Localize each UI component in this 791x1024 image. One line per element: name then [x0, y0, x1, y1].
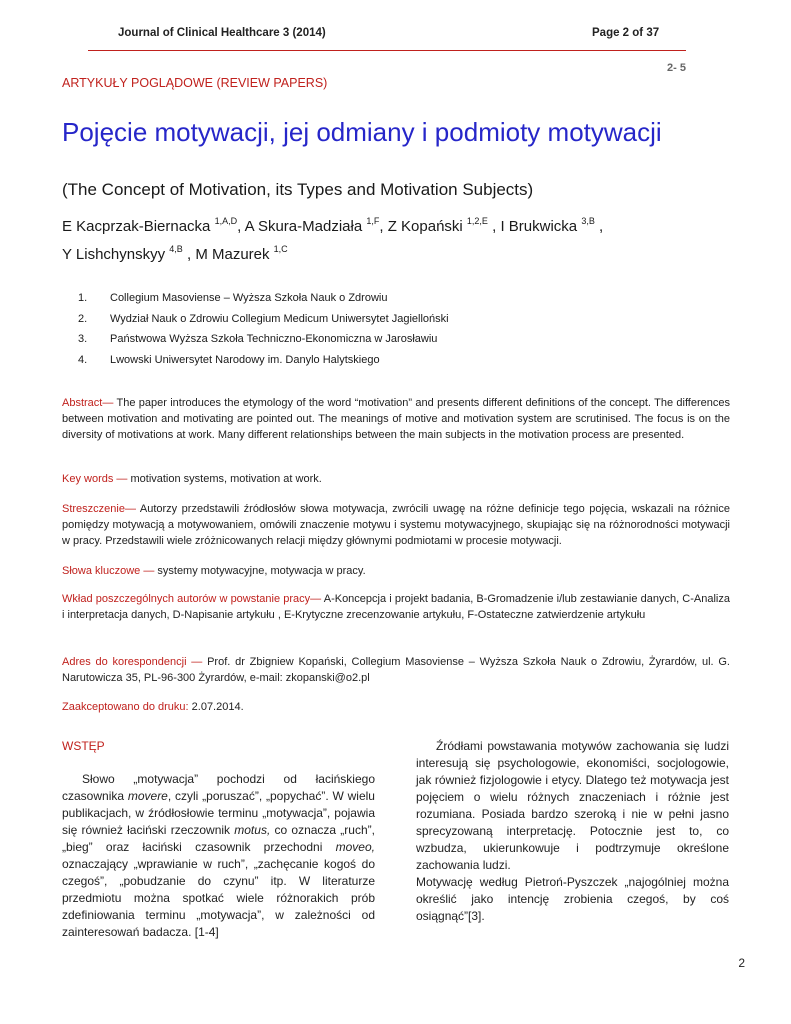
article-title-polish: Pojęcie motywacji, jej odmiany i podmioty motywacji — [62, 117, 662, 147]
author-name: A Skura-Madziała — [244, 218, 363, 235]
affiliation-list — [78, 288, 738, 370]
affiliation-text: Collegium Masoviense – Wyższa Szkoła Nauk o Zdrowiu — [110, 292, 388, 304]
streszczenie-label: Streszczenie— — [62, 503, 136, 515]
header-divider — [88, 50, 686, 51]
intro-paragraph — [62, 771, 375, 941]
author-name: I Brukwicka — [500, 218, 578, 235]
affiliation-text: Lwowski Uniwersytet Narodowy im. Danylo Halytskiego — [110, 353, 380, 366]
text-run: , czyli „poruszać”, „popychać”. W wielu publikacjach, w źródłosłowie terminu „motywacja”, pojawia się również łaciński rzeczownik — [62, 789, 375, 837]
correspondence-label: Adres do korespondencji — — [62, 656, 203, 668]
affiliation-text: Państwowa Wyższa Szkoła Techniczno-Ekonomiczna w Jarosławiu — [110, 333, 438, 345]
correspondence-text: Prof. dr Zbigniew Kopański, Collegium Masoviense – Wyższa Szkoła Nauk o Zdrowiu, Żyrardów, ul. G. Narutowicza 35, PL-96-300 Żyrardów, e-mail: zkopanski@o2.pl — [62, 656, 730, 684]
text-run: oznaczający „wprawianie w ruch”, „zachęcanie kogoś do czegoś”, „pobudzanie do czynu” itp. W literaturze przedmiotu można spotkać wiele różnorakich prób zdefiniowania terminu „motywacja”, w zależności od zainteresowań badacza. [1-4] — [62, 857, 375, 939]
author-separator: , — [379, 218, 388, 235]
body-paragraph: Motywację według Pietroń-Pyszczek „najogólniej można określić jako intencję zrobienia czegoś, by coś osiągnąć”[3]. — [416, 875, 729, 923]
author-affiliation-sup: 3,B — [581, 216, 595, 226]
author-contributions-label: Wkład poszczególnych autorów w powstanie pracy— — [62, 593, 322, 605]
left-column — [62, 738, 375, 941]
author-name: E Kacprzak-Biernacka — [62, 218, 211, 235]
abstract-text: The paper introduces the etymology of the word “motivation” and presents different definitions of the concept. The differences between motivation and motivating are pointed out. The meanings of motive and motivation system are scrutinised. The focus is on the diversity of motivations at work. Many different relationships between the main subjects in the motivation process are presented. — [62, 397, 730, 441]
journal-header: Journal of Clinical Healthcare 3 (2014) — [118, 27, 326, 39]
slowa-kluczowe-label: Słowa kluczowe — — [62, 565, 155, 577]
affiliation-number: 4. — [78, 353, 88, 366]
author-contributions-text: A-Koncepcja i projekt badania, B-Gromadzenie i/lub zestawianie danych, C-Analiza i interpretacja danych, D-Napisanie artykułu , E-Krytyczne zrecenzowanie artykułu, F-Ostateczne zatwierdzenie artykułu — [62, 593, 730, 621]
author-name: Y Lishchynskyy — [62, 246, 166, 263]
author-affiliation-sup: 4,B — [169, 244, 183, 254]
keywords-text: motivation systems, motivation at work. — [127, 473, 322, 485]
author-line — [62, 213, 742, 241]
affiliation-number: 1. — [78, 292, 88, 304]
author-list — [62, 213, 742, 269]
section-label: ARTYKUŁY POGLĄDOWE (REVIEW PAPERS) — [62, 76, 328, 90]
latin-term: movere — [127, 789, 168, 803]
abstract — [62, 395, 730, 443]
affiliation-text: Wydział Nauk o Zdrowiu Collegium Medicum Uniwersytet Jagielloński — [110, 312, 449, 325]
author-affiliation-sup: 1,F — [366, 216, 380, 226]
accepted-label: Zaakceptowano do druku: — [62, 701, 189, 713]
author-separator: , — [237, 218, 245, 235]
page-info: Page 2 of 37 — [592, 27, 660, 39]
affiliation-item — [78, 329, 738, 350]
page-number: 2 — [738, 956, 745, 970]
author-separator: , — [487, 218, 501, 235]
correspondence-address — [62, 654, 730, 686]
slowa-kluczowe-text: systemy motywacyjne, motywacja w pracy. — [154, 565, 366, 577]
accepted-date — [62, 699, 730, 715]
author-name: Z Kopański — [387, 218, 463, 235]
author-name: M Mazurek — [195, 246, 270, 263]
right-column — [416, 738, 729, 925]
author-separator: , — [182, 246, 196, 263]
author-line — [62, 241, 742, 269]
streszczenie — [62, 501, 730, 549]
accepted-text: 2.07.2014. — [188, 701, 244, 713]
abstract-label: Abstract— — [62, 397, 114, 409]
streszczenie-text: Autorzy przedstawili źródłosłów słowa motywacja, zwrócili uwagę na różne definicje tego pojęcia, wskazali na różnice pomiędzy motywacją a motywowaniem, omówili znaczenie motywu i systemu motywacyjnego, skupiając się na różnorodności motywacji w pracy. Przedstawili wiele zróżnicowanych relacji między głównymi podmiotami w procesie motywacji. — [62, 503, 730, 547]
slowa-kluczowe — [62, 563, 730, 579]
article-title-english: (The Concept of Motivation, its Types and Motivation Subjects) — [62, 180, 534, 199]
affiliation-item — [78, 350, 738, 371]
author-affiliation-sup: 1,2,E — [466, 216, 488, 226]
text-run: Słowo „motywacja” pochodzi od łacińskiego czasownika — [62, 772, 375, 803]
author-affiliation-sup: 1,A,D — [214, 216, 238, 226]
author-contributions — [62, 591, 730, 623]
latin-term: moveo, — [335, 840, 375, 854]
latin-term: motus, — [234, 823, 271, 837]
author-affiliation-sup: 1,C — [273, 244, 288, 254]
affiliation-number: 3. — [78, 333, 88, 345]
affiliation-number: 2. — [78, 312, 88, 325]
keywords-label: Key words — — [62, 473, 128, 485]
author-separator: , — [594, 218, 604, 235]
introduction-heading: WSTĘP — [62, 739, 105, 753]
affiliation-item — [78, 288, 738, 309]
affiliation-item — [78, 309, 738, 330]
keywords — [62, 471, 730, 487]
body-paragraph: Źródłami powstawania motywów zachowania się ludzi interesują się psychologowie, ekonomiści, socjologowie, jak również fizjologowie i etycy. Dlatego też motywacja jest pojęciem o wielu różnych znaczeniach i różnie jest rozumiana. Posiada bardzo szeroką i nie w pełni jasno sprecyzowaną interpretację. Potocznie jest to, co wzbudza, ukierunkowuje i podtrzymuje określone zachowania ludzi. — [416, 739, 729, 872]
page-range: 2- 5 — [667, 62, 686, 74]
text-run: co oznacza „ruch”, „bieg” oraz łaciński czasownik przechodni — [62, 823, 375, 854]
